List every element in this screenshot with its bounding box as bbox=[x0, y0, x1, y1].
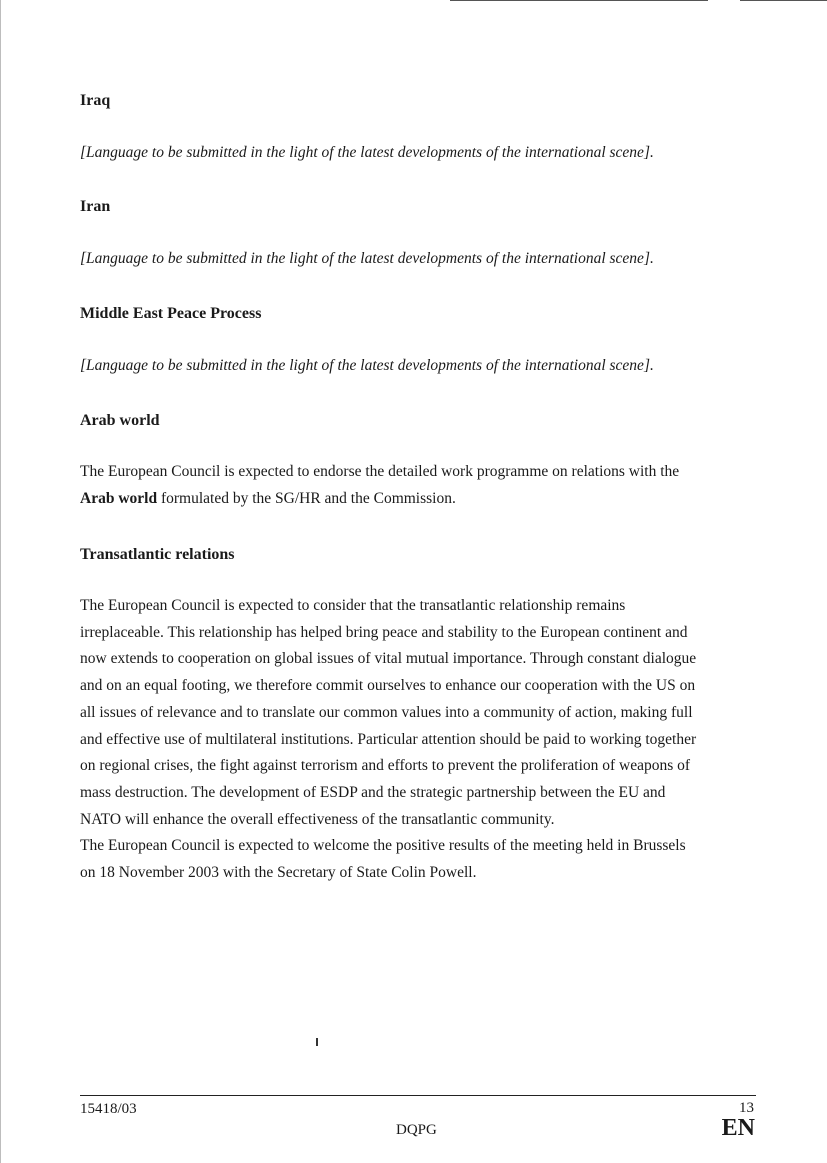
section-text-iraq: [Language to be submitted in the light of the latest developments of the international scene]. bbox=[80, 144, 654, 161]
paragraph-line: on 18 November 2003 with the Secretary of State Colin Powell. bbox=[80, 864, 477, 882]
section-paragraph-transatlantic bbox=[80, 593, 755, 887]
paragraph-line: on regional crises, the fight against terrorism and efforts to prevent the proliferation of weapons of bbox=[80, 757, 691, 775]
section-heading-iran: Iran bbox=[80, 198, 111, 215]
footer-rule bbox=[80, 1095, 756, 1096]
footer-language-code: EN bbox=[721, 1115, 755, 1141]
section-text-mepp: [Language to be submitted in the light of the latest developments of the international scene]. bbox=[80, 357, 654, 374]
paragraph-line bbox=[80, 486, 755, 513]
bold-term: Arab world bbox=[80, 489, 158, 507]
scan-artifact-line bbox=[450, 0, 708, 1]
section-paragraph-arab-world bbox=[80, 459, 755, 512]
section-heading-iraq: Iraq bbox=[80, 92, 111, 109]
paragraph-line: The European Council is expected to welcome the positive results of the meeting held in Brussels bbox=[80, 837, 686, 855]
footer-document-reference: 15418/03 bbox=[80, 1101, 137, 1117]
scan-speck bbox=[316, 1038, 318, 1046]
scan-artifact-edge bbox=[0, 0, 1, 1163]
paragraph-line: now extends to cooperation on global issues of vital mutual importance. Through constant dialogue bbox=[80, 650, 697, 668]
paragraph-line-rest: formulated by the SG/HR and the Commission. bbox=[157, 489, 456, 507]
paragraph-line: mass destruction. The development of ESDP and the strategic partnership between the EU and bbox=[80, 783, 666, 801]
paragraph-line: irreplaceable. This relationship has helped bring peace and stability to the European continent and bbox=[80, 623, 688, 641]
scan-artifact-line bbox=[740, 0, 827, 1]
section-heading-transatlantic: Transatlantic relations bbox=[80, 546, 235, 563]
section-heading-mepp: Middle East Peace Process bbox=[80, 305, 262, 322]
section-text-iran: [Language to be submitted in the light of the latest developments of the international scene]. bbox=[80, 250, 654, 267]
paragraph-line: and effective use of multilateral institutions. Particular attention should be paid to working together bbox=[80, 730, 697, 748]
paragraph-line: The European Council is expected to consider that the transatlantic relationship remains bbox=[80, 597, 626, 614]
paragraph-line: and on an equal footing, we therefore commit ourselves to enhance our cooperation with the US on bbox=[80, 677, 696, 695]
footer-page-number: 13 bbox=[739, 1100, 754, 1116]
paragraph-line: NATO will enhance the overall effectiveness of the transatlantic community. bbox=[80, 810, 555, 828]
footer-unit-code: DQPG bbox=[396, 1122, 437, 1138]
section-heading-arab-world: Arab world bbox=[80, 412, 160, 429]
paragraph-line: The European Council is expected to endorse the detailed work programme on relations with the bbox=[80, 463, 680, 480]
paragraph-line: all issues of relevance and to translate our common values into a community of action, making full bbox=[80, 703, 693, 721]
